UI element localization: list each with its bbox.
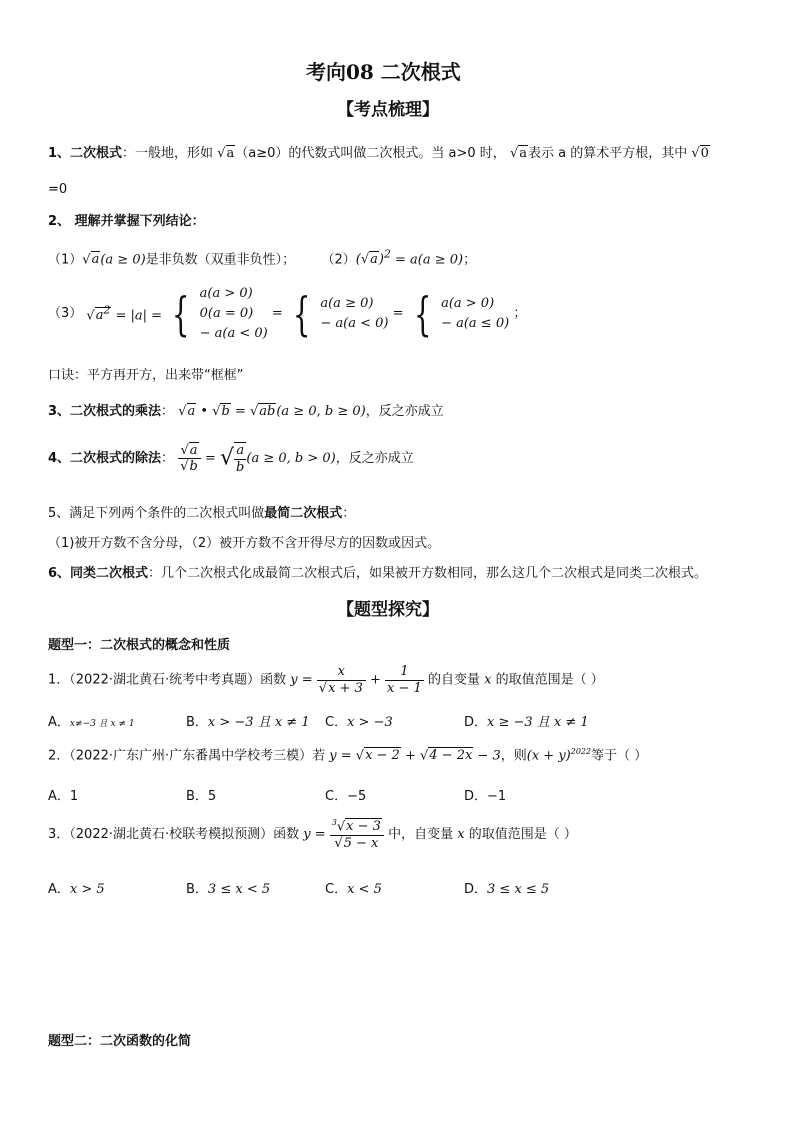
point-2-1: （1）√a(a ≥ 0)是非负数（双重非负性）； $(2)(√a)^2 = a(a \ge 0)$； [48,248,477,268]
section-heading-question-types: 【题型探究】 [337,600,439,620]
q2-option-c[interactable]: C．−5 [325,789,367,804]
q2-option-a[interactable]: A．1 [48,789,79,804]
point-2: 2、 理解并掌握下列结论： [48,214,205,229]
q2-option-b[interactable]: B．5 [186,789,217,804]
q1-option-d[interactable]: D．x ≥ −3 且 x ≠ 1 [464,715,589,730]
point-1: 1、二次根式：一般地，形如 √a（a≥0）的代数式叫做二次根式。当 a>0 时， √a表示 a 的算术平方根，其中 √0 [48,146,709,161]
q3-option-b[interactable]: B．3 ≤ x < 5 [186,882,271,897]
question-2: 2．（2022·广东广州·广东番禺中学校考三模）若 y = √x − 2 + √4 − 2x − 3，则$(x + y)^{2022}$等于（ ） [48,747,648,764]
type-1-heading: 题型一：二次根式的概念和性质 [48,638,231,653]
point-5-conditions: （1)被开方数不含分母，（2）被开方数不含开得尽方的因数或因式。 [48,536,441,551]
point-2-3: （3） $√a^2 = |a|$ = { a(a > 0) 0(a = 0) − a(a < 0) = { a(a ≥ 0) − a(a < 0) = { a(a > 0) − a(a ≤ 0) ； [48,286,527,341]
q1-option-b[interactable]: B．x > −3 且 x ≠ 1 [186,715,310,730]
point-5: 5、满足下列两个条件的二次根式叫做最简二次根式： [48,506,356,521]
mnemonic: 口诀：平方再开方，出来带“框框” [48,368,244,383]
q1-option-a[interactable]: A．x≠−3 且 x ≠ 1 [48,715,135,730]
page-title: 考向08 二次根式 [306,60,461,84]
q3-option-c[interactable]: C．x < 5 [325,882,382,897]
q3-option-a[interactable]: A．x > 5 [48,882,105,897]
point-3: 3、二次根式的乘法： √a • √b = √ab(a ≥ 0, b ≥ 0)，反之亦成立 [48,404,444,419]
point-1-label: 1、二次根式 [48,146,123,161]
section-heading-key-points: 【考点梳理】 [337,100,439,120]
question-3: 3．（2022·湖北黄石·校联考模拟预测）函数 y = $\frac{^3√x - 3}{√5 - x}$ 中，自变量 x 的取值范围是（ ） [48,818,577,851]
question-1: 1．（2022·湖北黄石·统考中考真题）函数 y = $\frac{x}{√x + 3}$ + $\frac{1}{x - 1}$ 的自变量 x 的取值范围是（ ） [48,664,604,696]
point-4: 4、二次根式的除法： $\frac{√a}{√b}$ = √ $\frac{a}{b}$ (a ≥ 0, b > 0)，反之亦成立 [48,442,414,475]
type-2-heading: 题型二：二次函数的化简 [48,1034,192,1049]
q2-option-d[interactable]: D．−1 [464,789,507,804]
point-1-continued: =0 [48,182,68,197]
q1-option-c[interactable]: C．x > −3 [325,715,393,730]
q3-option-d[interactable]: D．3 ≤ x ≤ 5 [464,882,550,897]
point-6: 6、同类二次根式：几个二次根式化成最简二次根式后，如果被开方数相同，那么这几个二次根式是同类二次根式。 [48,566,708,581]
